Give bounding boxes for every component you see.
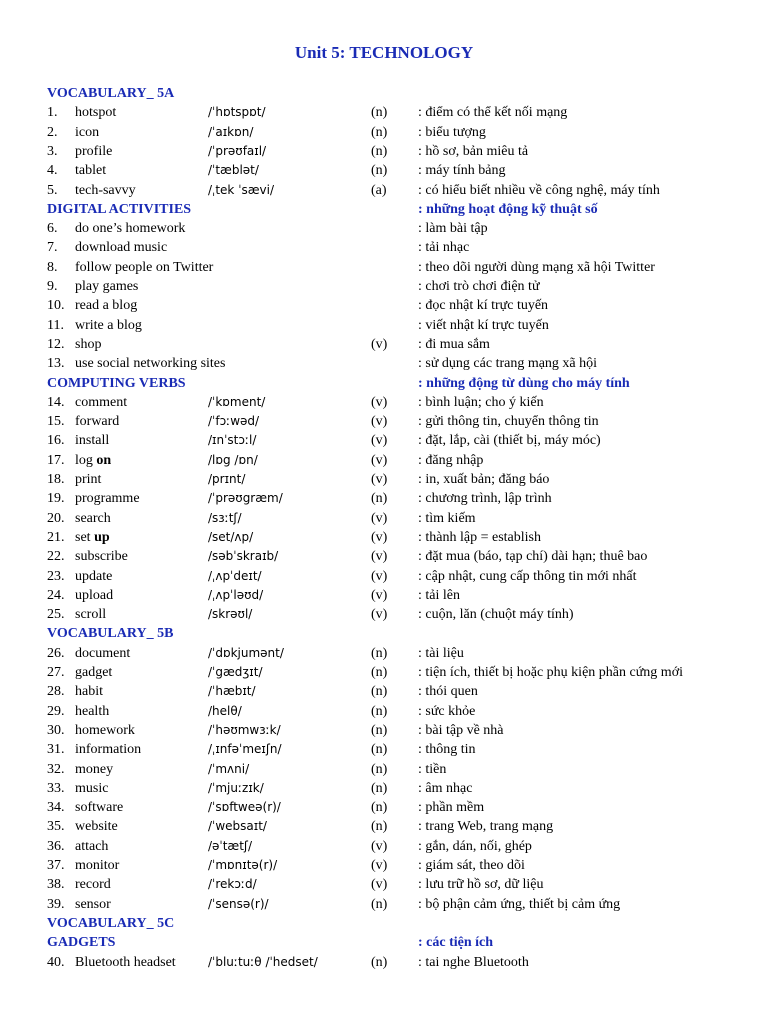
vocab-item [0,721,768,740]
item-word-text: monitor [75,858,120,873]
item-word [75,219,185,238]
item-number: 14. [47,394,65,410]
item-pronunciation: /sɜːtʃ/ [208,510,242,525]
vocab-item [0,470,768,489]
item-pronunciation: /helθ/ [208,703,242,718]
item-meaning: : tài liệu [418,645,464,661]
item-meaning: : đi mua sắm [418,336,490,352]
item-word [75,431,109,450]
item-part-of-speech: (n) [371,742,388,758]
item-meaning: : máy tính bảng [418,163,506,179]
item-pronunciation: /ˈdɒkjumənt/ [208,645,284,660]
item-part-of-speech: (n) [371,684,388,700]
vocab-item [0,451,768,470]
item-part-of-speech: (v) [371,607,388,623]
section-heading-text: VOCABULARY_ 5C [47,915,175,931]
item-number: 4. [47,163,58,179]
item-number: 32. [47,761,65,777]
item-meaning: : điểm có thể kết nối mạng [418,105,568,121]
item-word [75,393,127,412]
item-number: 8. [47,259,58,275]
item-part-of-speech: (v) [371,587,388,603]
item-number: 37. [47,858,65,873]
item-word-text: install [75,433,110,449]
vocab-item [0,393,768,412]
section-heading [0,933,768,952]
item-pronunciation: /əˈtætʃ/ [208,838,252,853]
item-pronunciation: /ˌɪnfəˈmeɪʃn/ [208,742,282,757]
item-pronunciation: /ɪnˈstɔːl/ [208,433,257,448]
item-number: 38. [47,877,65,893]
item-word [75,142,112,161]
item-meaning: : chương trình, lập trình [418,491,552,507]
item-meaning: : tiện ích, thiết bị hoặc phụ kiện phần cứng mới [418,665,683,680]
item-word-text: search [75,510,111,526]
item-word-text: sensor [75,896,111,912]
page-title: Unit 5: TECHNOLOGY [294,43,474,62]
item-part-of-speech: (v) [371,877,388,893]
item-meaning: : phần mềm [418,800,485,816]
item-meaning: : in, xuất bản; đăng báo [418,472,550,487]
item-word-text: use social networking sites [75,356,226,372]
section-heading-text: DIGITAL ACTIVITIES [47,201,192,217]
item-number: 15. [47,414,65,430]
item-part-of-speech: (n) [371,645,388,661]
item-number: 21. [47,529,65,545]
section-heading-text: VOCABULARY_ 5B [47,626,174,642]
item-number: 22. [47,549,65,565]
item-number: 39. [47,896,65,912]
item-word-text: scroll [75,607,107,623]
item-word-text: follow people on Twitter [75,259,214,275]
item-meaning: : có hiểu biết nhiều về công nghệ, máy tính [418,182,660,198]
item-word [75,451,111,470]
item-number: 19. [47,491,65,507]
item-part-of-speech: (a) [371,182,387,198]
item-meaning: : hồ sơ, bản miêu tả [418,143,529,159]
item-word-text: comment [75,394,128,410]
item-word-text: upload [75,587,114,603]
vocab-item [0,335,768,354]
item-word [75,470,101,489]
item-number: 36. [47,838,65,854]
item-word-particle: up [94,529,110,545]
item-pronunciation: /ˈtæblət/ [208,163,259,178]
item-number: 17. [47,452,65,468]
item-word-text: music [75,780,109,796]
item-word [75,817,118,836]
item-meaning: : thói quen [418,684,478,700]
item-word-text: icon [75,124,100,140]
section-heading-text: GADGETS [47,935,116,951]
item-word-text: software [75,800,124,816]
item-number: 12. [47,336,65,352]
item-word-text: information [75,742,142,758]
item-part-of-speech: (v) [371,414,388,430]
item-pronunciation: /ˈhəʊmwɜːk/ [208,722,281,737]
item-part-of-speech: (n) [371,800,388,816]
item-meaning: : sức khỏe [418,703,476,719]
item-part-of-speech: (v) [371,838,388,854]
item-number: 20. [47,510,65,526]
item-pronunciation: /ˈbluːtuːθ /ˈhedset/ [208,954,318,969]
item-part-of-speech: (n) [371,780,388,796]
item-part-of-speech: (n) [371,722,388,738]
item-number: 23. [47,568,65,584]
section-heading [0,374,768,393]
item-word [75,316,142,335]
section-heading-meaning: : những hoạt động kỹ thuật số [418,201,598,217]
item-word [75,895,111,914]
item-meaning: : bài tập về nhà [418,722,504,738]
item-part-of-speech: (n) [371,163,388,179]
item-pronunciation: /ˈsɒftweə(r)/ [208,800,281,815]
item-number: 26. [47,645,65,661]
item-pronunciation: /ˈprəʊgræm/ [208,491,283,506]
item-part-of-speech: (v) [371,549,388,565]
section-heading [0,624,768,643]
item-number: 40. [47,954,65,970]
item-part-of-speech: (n) [371,665,388,680]
item-number: 11. [47,317,64,333]
item-meaning: : đặt mua (báo, tạp chí) dài hạn; thuê bao [418,549,648,565]
section-heading-text: COMPUTING VERBS [47,375,186,391]
vocab-item [0,123,768,142]
item-word [75,798,123,817]
vocab-item [0,798,768,817]
item-word [75,161,106,180]
item-word-text: record [75,877,111,893]
vocab-item [0,161,768,180]
item-word-text: habit [75,684,103,700]
vocab-item [0,740,768,759]
vocab-item [0,702,768,721]
item-part-of-speech: (n) [371,819,388,835]
item-pronunciation: /ˈmʌni/ [208,761,250,776]
item-word [75,335,101,354]
item-meaning: : trang Web, trang mạng [418,819,554,835]
item-meaning: : gửi thông tin, chuyển thông tin [418,414,599,430]
item-pronunciation: /ˈhɒtspɒt/ [208,105,266,120]
item-word-text: print [75,472,102,487]
vocab-item [0,663,768,682]
section-heading [0,200,768,219]
item-word [75,953,176,972]
item-word-text: tech-savvy [75,182,136,198]
item-meaning: : tai nghe Bluetooth [418,954,529,970]
item-number: 6. [47,221,58,237]
vocab-item [0,219,768,238]
vocab-item [0,316,768,335]
item-word [75,644,130,663]
item-pronunciation: /ˈmɒnɪtə(r)/ [208,858,278,872]
item-meaning: : tải nhạc [418,240,470,256]
item-pronunciation: /ˈaɪkɒn/ [208,124,254,139]
section-heading-text: VOCABULARY_ 5A [47,86,175,101]
vocab-item [0,895,768,914]
vocab-item [0,277,768,296]
item-word-text: download music [75,240,168,256]
item-word [75,779,108,798]
item-meaning: : thành lập = establish [418,529,541,545]
item-word [75,489,140,508]
item-number: 5. [47,182,58,198]
vocab-item [0,644,768,663]
item-number: 25. [47,607,65,623]
item-word [75,103,116,122]
item-meaning: : bình luận; cho ý kiến [418,394,544,410]
item-pronunciation: /ˈprəʊfaɪl/ [208,143,267,158]
item-meaning: : tải lên [418,587,460,603]
item-meaning: : lưu trữ hồ sơ, dữ liệu [418,877,544,893]
item-meaning: : gắn, dán, nối, ghép [418,838,532,854]
vocab-item [0,605,768,624]
item-part-of-speech: (v) [371,858,388,873]
vocab-item [0,509,768,528]
item-word-text: document [75,645,131,661]
item-pronunciation: /ˈmjuːzɪk/ [208,780,264,795]
item-number: 7. [47,240,58,256]
vocab-item [0,779,768,798]
item-word-text: attach [75,838,109,854]
vocab-item [0,586,768,605]
item-word-text: money [75,761,114,777]
item-number: 34. [47,800,65,816]
item-word-text: read a blog [75,298,138,314]
item-meaning: : sử dụng các trang mạng xã hội [418,356,598,372]
item-part-of-speech: (n) [371,896,388,912]
item-word-text: set [75,529,91,545]
item-number: 3. [47,143,58,159]
item-word-text: update [75,568,113,584]
item-word [75,605,106,624]
item-word [75,740,141,759]
item-word-text: shop [75,336,102,352]
section-heading-meaning: : những động từ dùng cho máy tính [418,375,630,391]
vocab-item [0,489,768,508]
item-meaning: : giám sát, theo dõi [418,858,525,873]
vocab-item [0,547,768,566]
item-pronunciation: /ˌʌpˈdeɪt/ [208,568,262,583]
item-word-text: profile [75,143,113,159]
vocab-item [0,412,768,431]
item-word-text: log [75,452,93,468]
item-part-of-speech: (n) [371,703,388,719]
vocab-item [0,431,768,450]
item-number: 2. [47,124,58,140]
item-meaning: : thông tin [418,742,476,758]
item-meaning: : đọc nhật kí trực tuyến [418,298,549,314]
vocab-item [0,296,768,315]
item-meaning: : âm nhạc [418,780,473,796]
vocab-item [0,567,768,586]
item-meaning: : bộ phận cảm ứng, thiết bị cảm ứng [418,896,621,912]
vocab-item [0,103,768,122]
vocab-item [0,238,768,257]
item-word [75,547,128,566]
item-word [75,702,109,721]
item-number: 33. [47,780,65,796]
item-pronunciation: /ˈrekɔːd/ [208,877,257,892]
item-word [75,181,136,200]
vocab-item [0,760,768,779]
item-part-of-speech: (v) [371,472,388,487]
item-number: 28. [47,684,65,700]
item-pronunciation: /ˌtek ˈsævi/ [208,182,275,197]
item-word-particle: on [96,452,112,468]
item-word [75,837,108,856]
item-number: 35. [47,819,65,835]
item-number: 24. [47,587,65,603]
item-word [75,354,225,373]
item-word [75,258,213,277]
item-word-text: subscribe [75,549,128,565]
item-number: 29. [47,703,65,719]
item-word [75,412,119,431]
item-pronunciation: /ˈhæbɪt/ [208,684,256,699]
item-number: 16. [47,433,65,449]
item-number: 27. [47,665,65,680]
item-part-of-speech: (n) [371,491,388,507]
item-word [75,123,99,142]
vocab-item [0,528,768,547]
item-word [75,528,110,547]
item-word [75,760,113,779]
section-heading-meaning: : các tiện ích [418,935,494,951]
item-word [75,721,135,740]
item-meaning: : đăng nhập [418,452,484,468]
item-pronunciation: /prɪnt/ [208,472,246,486]
item-word [75,567,112,586]
item-word-text: hotspot [75,105,117,121]
item-meaning: : chơi trò chơi điện tử [418,279,540,294]
item-pronunciation: /lɒg /ɒn/ [208,452,258,467]
item-word [75,856,119,875]
item-word-text: programme [75,491,140,507]
vocab-item [0,258,768,277]
item-pronunciation: /ˈkɒment/ [208,394,266,409]
vocab-item [0,817,768,836]
item-meaning: : theo dõi người dùng mạng xã hội Twitter [418,259,655,275]
item-word [75,875,111,894]
item-pronunciation: /səbˈskraɪb/ [208,549,279,564]
item-pronunciation: /set/ʌp/ [208,529,254,544]
item-part-of-speech: (n) [371,954,388,970]
vocab-item [0,953,768,972]
vocab-item [0,856,768,875]
section-heading [0,84,768,103]
item-number: 13. [47,356,65,372]
item-word-text: gadget [75,665,113,680]
vocab-item [0,354,768,373]
item-meaning: : tìm kiếm [418,510,476,526]
vocab-item [0,181,768,200]
item-meaning: : làm bài tập [418,221,488,237]
item-word-text: website [75,819,118,835]
item-number: 31. [47,742,65,758]
item-pronunciation: /ˌʌpˈləʊd/ [208,587,264,602]
item-meaning: : viết nhật kí trực tuyến [418,317,549,333]
item-number: 10. [47,298,65,314]
item-word-text: play games [75,279,139,294]
item-word [75,238,167,257]
item-pronunciation: /ˈsensə(r)/ [208,896,269,911]
item-part-of-speech: (n) [371,761,388,777]
item-pronunciation: /skrəʊl/ [208,607,253,622]
item-word-text: forward [75,414,120,430]
item-part-of-speech: (n) [371,105,388,121]
item-meaning: : tiền [418,761,447,777]
item-word [75,509,111,528]
item-number: 18. [47,472,65,487]
item-word-text: do one’s homework [75,221,186,237]
item-meaning: : biểu tượng [418,124,486,140]
section-heading [0,914,768,933]
item-word [75,682,103,701]
item-part-of-speech: (v) [371,394,388,410]
item-part-of-speech: (v) [371,529,388,545]
item-word-text: health [75,703,110,719]
vocab-item [0,682,768,701]
item-part-of-speech: (v) [371,568,388,584]
item-number: 30. [47,722,65,738]
item-meaning: : cuộn, lăn (chuột máy tính) [418,607,574,623]
item-number: 1. [47,105,58,121]
vocab-item [0,837,768,856]
item-pronunciation: /ˈfɔːwəd/ [208,414,260,429]
item-part-of-speech: (v) [371,433,388,449]
item-pronunciation: /ˈwebsaɪt/ [208,819,267,834]
item-part-of-speech: (v) [371,510,388,526]
item-number: 9. [47,279,58,294]
item-word-text: write a blog [75,317,142,333]
item-word [75,663,112,682]
item-part-of-speech: (v) [371,452,388,468]
item-meaning: : đặt, lắp, cài (thiết bị, máy móc) [418,433,601,449]
item-word-text: tablet [75,163,107,179]
item-part-of-speech: (n) [371,124,388,140]
item-word-text: homework [75,722,135,738]
vocab-item [0,142,768,161]
vocab-item [0,875,768,894]
item-pronunciation: /ˈgædʒɪt/ [208,665,263,679]
item-word-text: Bluetooth headset [75,954,176,970]
item-word [75,296,137,315]
item-part-of-speech: (n) [371,143,388,159]
item-word [75,586,113,605]
item-meaning: : cập nhật, cung cấp thông tin mới nhất [418,568,637,584]
item-word [75,277,138,296]
item-part-of-speech: (v) [371,336,388,352]
